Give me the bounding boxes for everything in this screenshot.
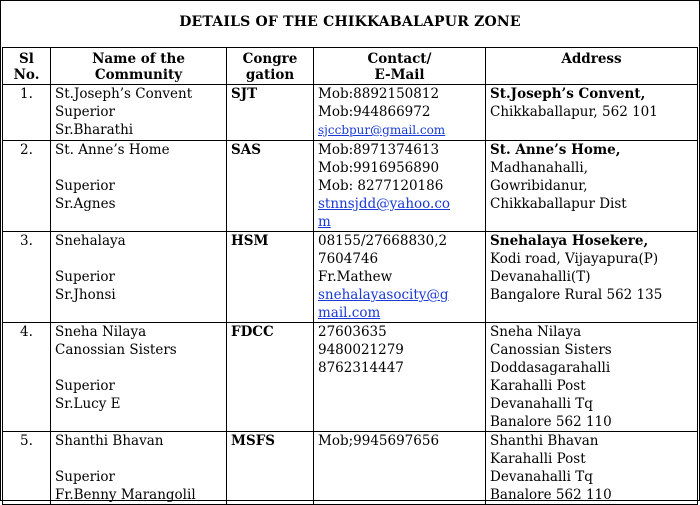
email-link[interactable]: snehalayasocity@g mail.com — [318, 287, 449, 321]
row-congregation: SAS — [227, 141, 314, 232]
header-congregation: Congre gation — [227, 48, 314, 85]
row-address: Snehalaya Hosekere, Kodi road, Vijayapura(P) Devanahalli(T) Bangalore Rural 562 135 — [486, 232, 698, 323]
table-row — [3, 232, 698, 323]
row-congregation: MSFS — [227, 432, 314, 505]
zone-details-table — [2, 47, 698, 505]
row-address: St. Anne’s Home, Madhanahalli, Gowribidanur, Chikkaballapur Dist — [486, 141, 698, 232]
row-sl-no: 4. — [3, 323, 51, 432]
row-address: Shanthi Bhavan Karahalli Post Devanahalli Tq Banalore 562 110 — [486, 432, 698, 505]
header-address: Address — [486, 48, 698, 85]
row-community-name: Shanthi Bhavan Superior Fr.Benny Marangolil — [51, 432, 227, 505]
row-sl-no: 2. — [3, 141, 51, 232]
row-congregation: HSM — [227, 232, 314, 323]
table-row — [3, 141, 698, 232]
row-community-name: St. Anne’s Home Superior Sr.Agnes — [51, 141, 227, 232]
row-contact: Mob;9945697656 — [314, 432, 486, 505]
table-header-row — [3, 48, 698, 85]
row-community-name: Snehalaya Superior Sr.Jhonsi — [51, 232, 227, 323]
row-sl-no: 3. — [3, 232, 51, 323]
row-sl-no: 1. — [3, 85, 51, 141]
header-sl-no: Sl No. — [3, 48, 51, 85]
row-contact: 08155/27668830,2 7604746 Fr.Mathew snehalayasocity@g mail.com — [314, 232, 486, 323]
row-congregation: FDCC — [227, 323, 314, 432]
row-community-name: Sneha Nilaya Canossian Sisters Superior Sr.Lucy E — [51, 323, 227, 432]
row-contact: 27603635 9480021279 8762314447 — [314, 323, 486, 432]
table-row — [3, 85, 698, 141]
row-address: Sneha Nilaya Canossian Sisters Doddasagarahalli Karahalli Post Devanahalli Tq Banalore 562 110 — [486, 323, 698, 432]
row-community-name: St.Joseph’s Convent Superior Sr.Bharathi — [51, 85, 227, 141]
header-contact-email: Contact/ E-Mail — [314, 48, 486, 85]
header-community-name: Name of the Community — [51, 48, 227, 85]
row-congregation: SJT — [227, 85, 314, 141]
row-sl-no: 5. — [3, 432, 51, 505]
page-title: DETAILS OF THE CHIKKABALAPUR ZONE — [179, 14, 521, 30]
row-contact: Mob:8971374613 Mob:9916956890 Mob: 8277120186 stnnsjdd@yahoo.co m — [314, 141, 486, 232]
email-link[interactable]: sjccbpur@gmail.com — [318, 123, 446, 137]
row-address: St.Joseph’s Convent, Chikkaballapur, 562 101 — [486, 85, 698, 141]
table-row — [3, 323, 698, 432]
table-row — [3, 432, 698, 505]
row-contact: Mob:8892150812 Mob:944866972 sjccbpur@gmail.com — [314, 85, 486, 141]
email-link[interactable]: stnnsjdd@yahoo.co m — [318, 196, 451, 230]
